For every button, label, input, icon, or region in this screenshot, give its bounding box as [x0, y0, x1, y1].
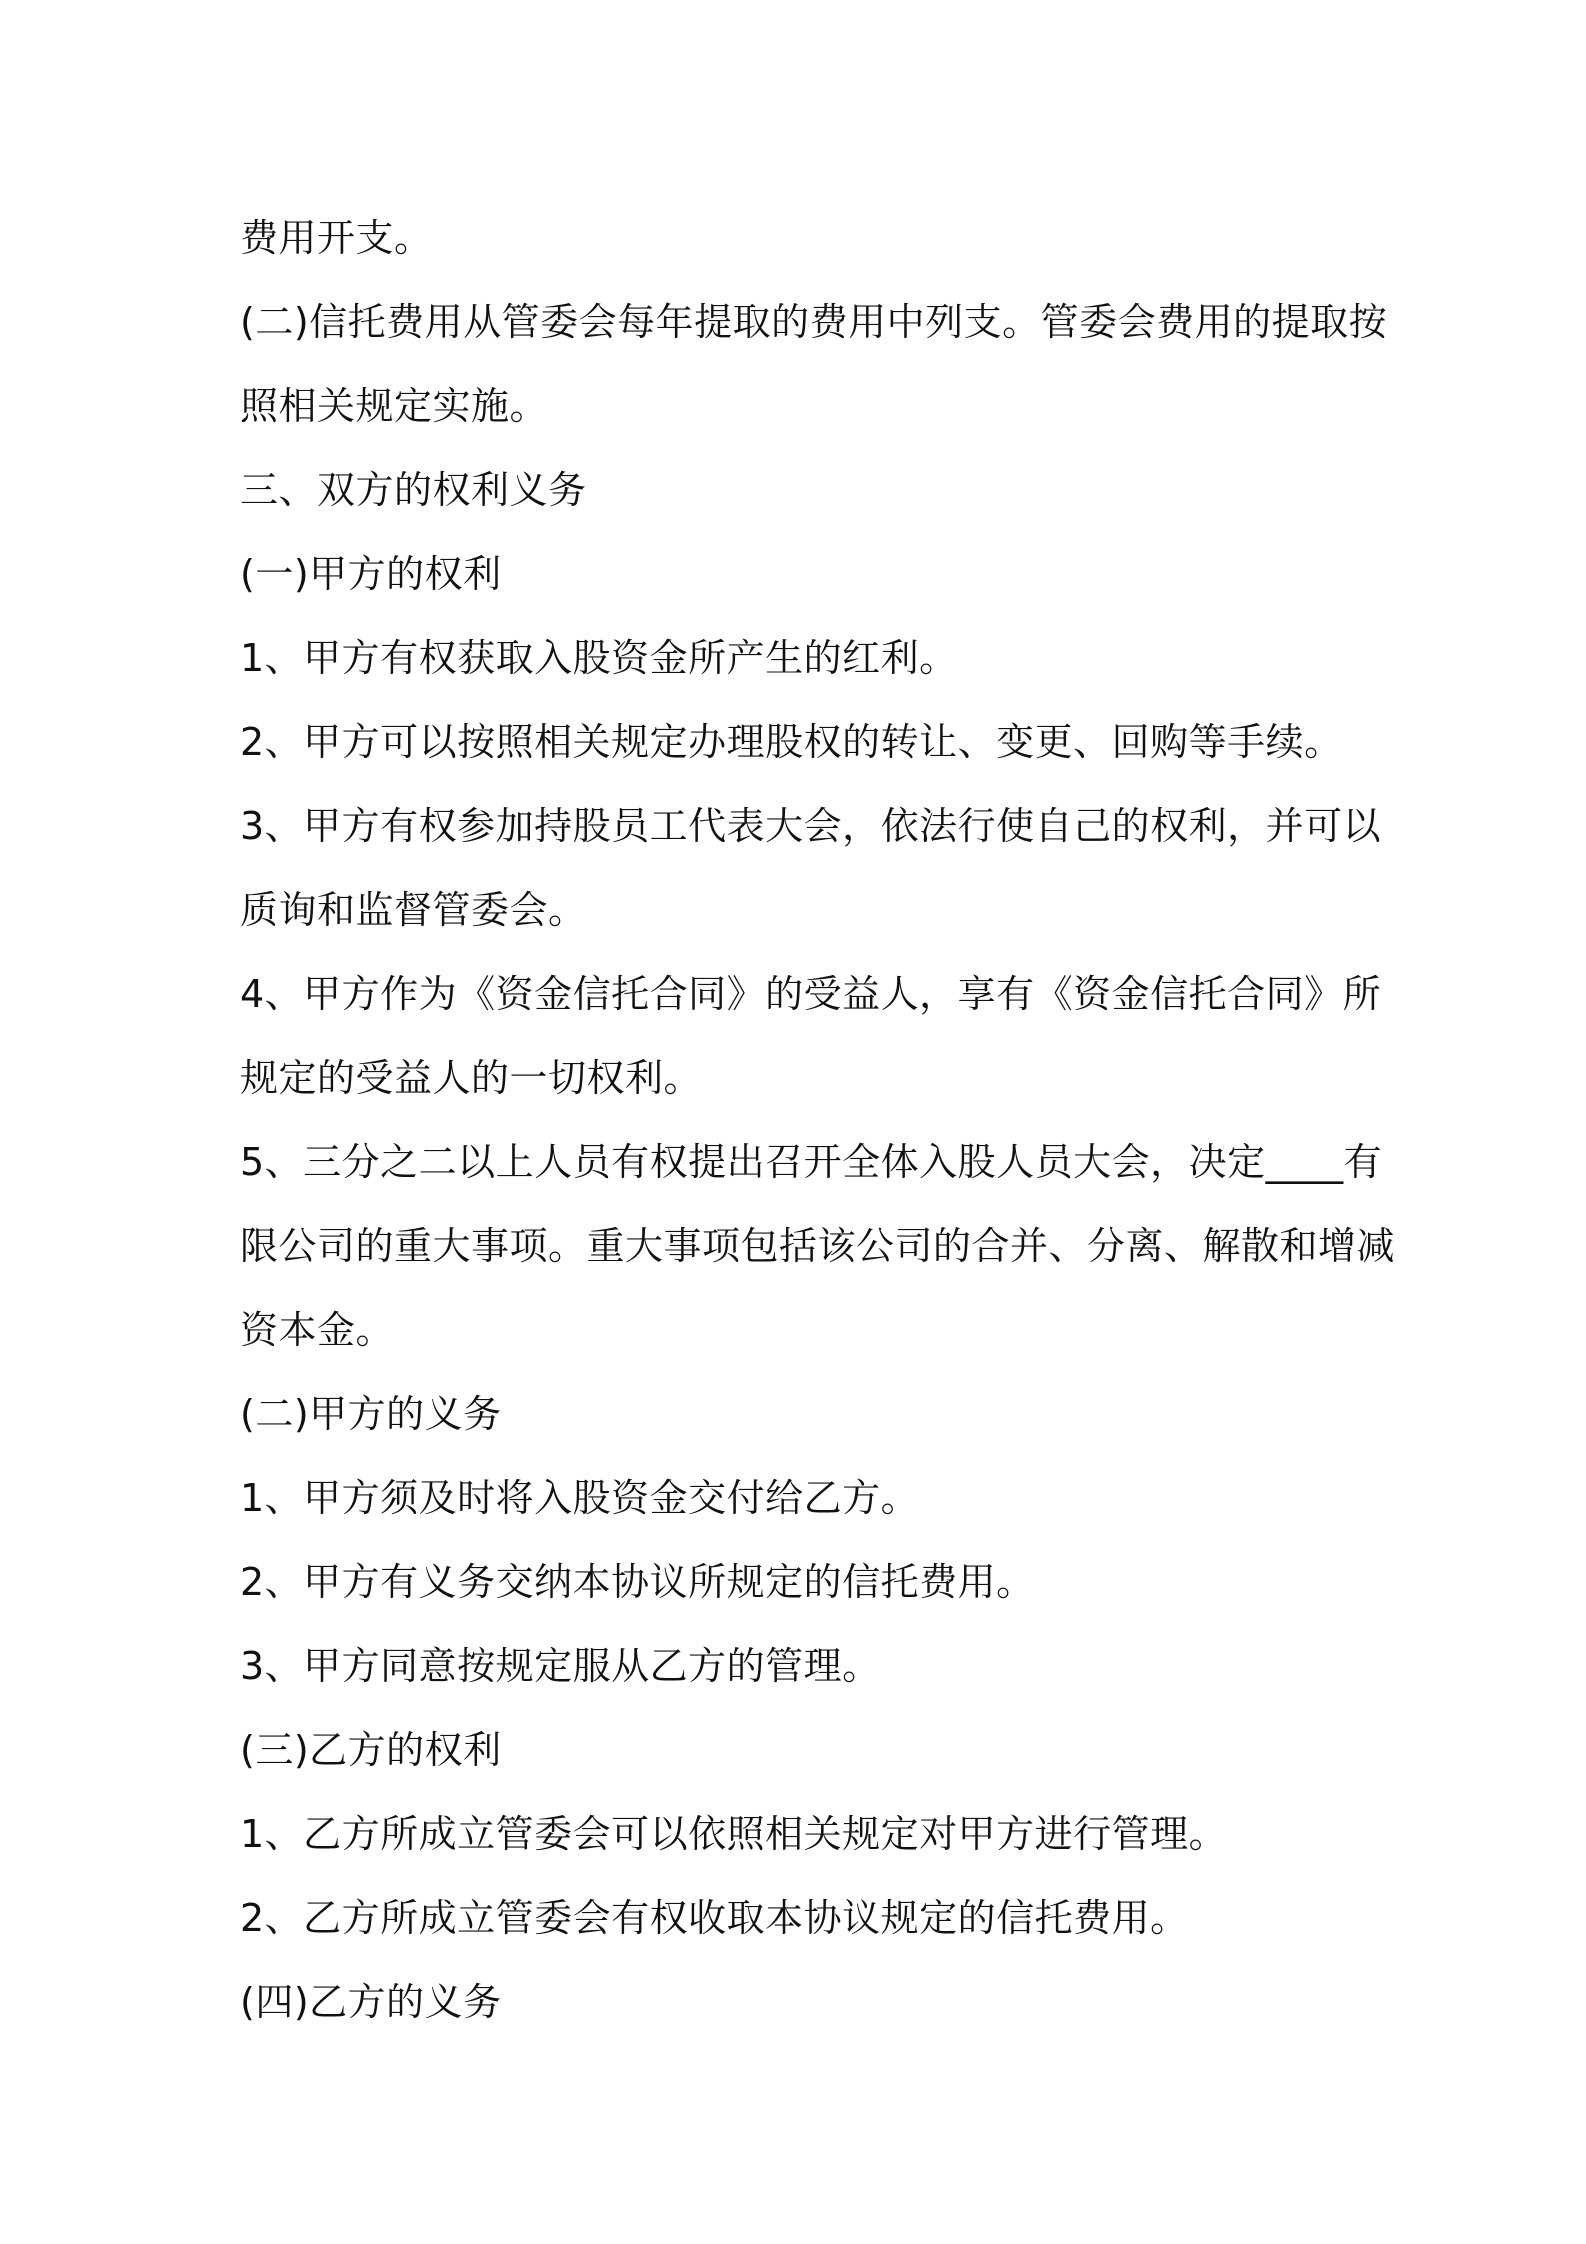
subsection-heading: (三)乙方的权利 — [240, 1728, 502, 1772]
list-item: 1、甲方有权获取入股资金所产生的红利。 — [240, 636, 958, 680]
list-item: 2、甲方有义务交纳本协议所规定的信托费用。 — [240, 1560, 1035, 1604]
list-item-continuation: 资本金。 — [240, 1308, 395, 1352]
list-item: 1、乙方所成立管委会可以依照相关规定对甲方进行管理。 — [240, 1812, 1228, 1856]
paragraph-line: 照相关规定实施。 — [240, 384, 549, 428]
list-item: 5、三分之二以上人员有权提出召开全体入股人员大会，决定____有 — [240, 1140, 1383, 1184]
list-item: 1、甲方须及时将入股资金交付给乙方。 — [240, 1476, 920, 1520]
section-heading: 三、双方的权利义务 — [240, 468, 587, 512]
list-item-continuation: 限公司的重大事项。重大事项包括该公司的合并、分离、解散和增减 — [240, 1224, 1396, 1268]
list-item-continuation: 质询和监督管委会。 — [240, 888, 587, 932]
list-item-continuation: 规定的受益人的一切权利。 — [240, 1056, 703, 1100]
list-item: 3、甲方有权参加持股员工代表大会，依法行使自己的权利，并可以 — [240, 804, 1382, 848]
subsection-heading: (一)甲方的权利 — [240, 552, 502, 596]
list-item: 3、甲方同意按规定服从乙方的管理。 — [240, 1644, 881, 1688]
list-item: 2、乙方所成立管委会有权收取本协议规定的信托费用。 — [240, 1896, 1189, 1940]
document-body — [240, 196, 1396, 2044]
paragraph-line: (二)信托费用从管委会每年提取的费用中列支。管委会费用的提取按 — [240, 300, 1388, 344]
list-item: 4、甲方作为《资金信托合同》的受益人，享有《资金信托合同》所 — [240, 972, 1382, 1016]
list-item: 2、甲方可以按照相关规定办理股权的转让、变更、回购等手续。 — [240, 720, 1343, 764]
subsection-heading: (四)乙方的义务 — [240, 1980, 502, 2024]
subsection-heading: (二)甲方的义务 — [240, 1392, 502, 1436]
paragraph-line: 费用开支。 — [240, 216, 433, 260]
